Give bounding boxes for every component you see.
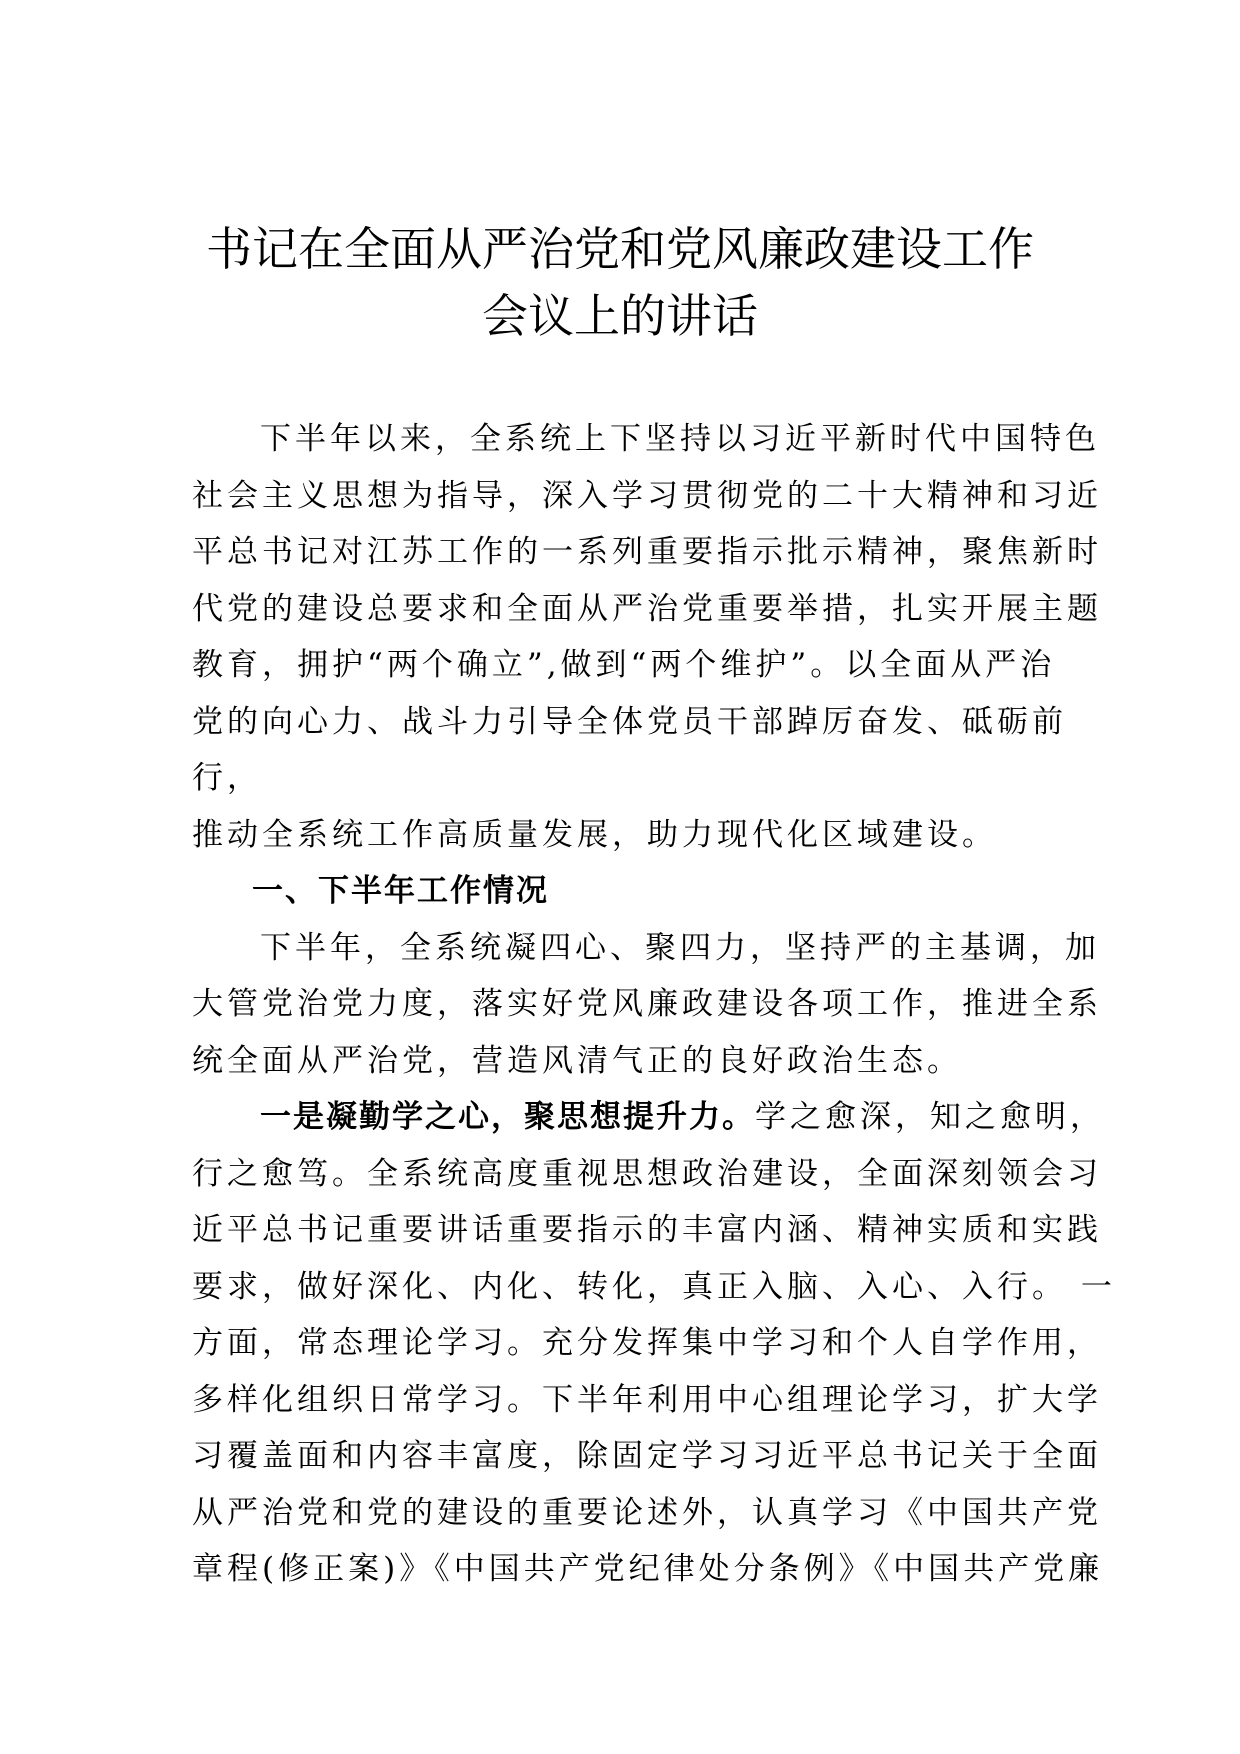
intro-line: 推动全系统工作高质量发展，助力现代化区域建设。 [192, 816, 997, 853]
intro-line: 教育，拥护“两个确立”,做到“两个维护”。以全面从严治 [192, 647, 1056, 683]
title-line-1: 书记在全面从严治党和党风廉政建设工作 [206, 222, 1034, 276]
document-body [192, 411, 1116, 1598]
document-title [150, 216, 1090, 350]
intro-line: 代党的建设总要求和全面从严治党重要举措，扎实开展主题 [192, 590, 1102, 627]
intro-line: 下半年以来，全系统上下坚持以习近平新时代中国特色 [260, 421, 1100, 457]
point-line: 章程(修正案)》《中国共产党纪律处分条例》《中国共产党廉 [192, 1551, 1104, 1587]
point-lead-rest: 学之愈深，知之愈明， [755, 1099, 1105, 1135]
point-line: 习覆盖面和内容丰富度，除固定学习习近平总书记关于全面 [192, 1438, 1102, 1474]
point-line: 要求，做好深化、内化、转化，真正入脑、入心、入行。 一 [192, 1268, 1116, 1305]
intro-line: 党的向心力、战斗力引导全体党员干部踔厉奋发、砥砺前 [192, 703, 1067, 740]
point-first-line [192, 1089, 1105, 1146]
section-para-line: 下半年，全系统凝四心、聚四力，坚持严的主基调，加 [260, 929, 1100, 966]
point-line: 方面，常态理论学习。充分发挥集中学习和个人自学作用， [192, 1325, 1102, 1361]
point-line: 行之愈笃。全系统高度重视思想政治建设，全面深刻领会习 [192, 1155, 1102, 1192]
intro-line: 社会主义思想为指导，深入学习贯彻党的二十大精神和习近 [192, 477, 1102, 514]
section-heading: 一、下半年工作情况 [252, 873, 549, 909]
intro-line: 平总书记对江苏工作的一系列重要指示批示精神，聚焦新时 [192, 534, 1102, 570]
point-line: 从严治党和党的建设的重要论述外，认真学习《中国共产党 [192, 1494, 1102, 1531]
point-line: 多样化组织日常学习。下半年利用中心组理论学习，扩大学 [192, 1381, 1102, 1418]
section-para-line: 大管党治党力度，落实好党风廉政建设各项工作，推进全系 [192, 986, 1102, 1022]
title-line-2: 会议上的讲话 [482, 289, 758, 343]
section-para-line: 统全面从严治党，营造风清气正的良好政治生态。 [192, 1042, 962, 1079]
point-line: 近平总书记重要讲话重要指示的丰富内涵、精神实质和实践 [192, 1212, 1102, 1248]
intro-line: 行， [192, 760, 262, 796]
point-bold-lead: 一是凝勤学之心，聚思想提升力。 [260, 1099, 755, 1135]
